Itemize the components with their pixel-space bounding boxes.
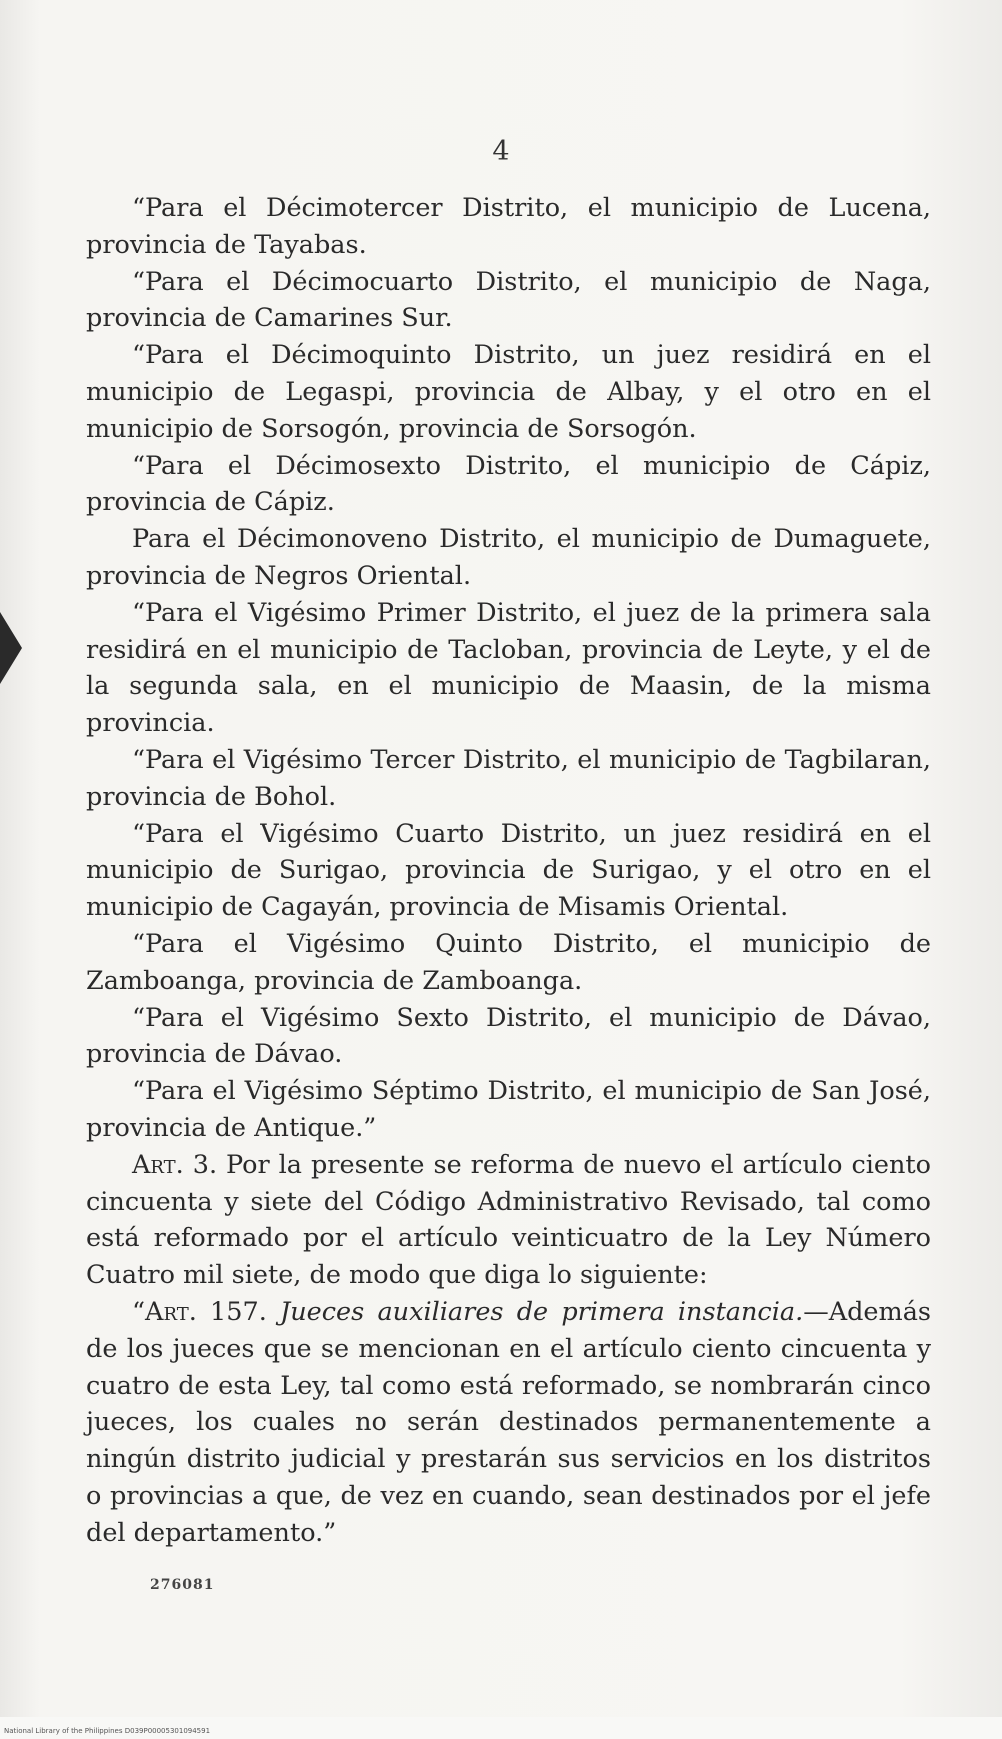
paragraph-district-13: “Para el Décimotercer Distrito, el municipio de Lucena, provincia de Tayabas. [86,193,931,260]
article-3-label: Art. 3. [132,1149,218,1180]
paragraph-district-27: “Para el Vigésimo Séptimo Distrito, el municipio de San José, provincia de Antique.” [86,1076,931,1143]
footer-credit: National Library of the Philippines D039P00005301094591 [4,1727,211,1735]
body-text [86,190,931,1551]
paragraph-district-19: Para el Décimonoveno Distrito, el municipio de Dumaguete, provincia de Negros Oriental. [86,524,931,591]
article-157-paragraph [86,1294,931,1552]
paragraph-district-24: “Para el Vigésimo Cuarto Distrito, un juez residirá en el municipio de Surigao, provincia de Surigao, y el otro en el municipio de Cagayán, provincia de Misamis Oriental. [86,818,931,923]
footer-strip [0,1717,1002,1739]
paragraph-district-21: “Para el Vigésimo Primer Distrito, el juez de la primera sala residirá en el municipio de Tacloban, provincia de Leyte, y el de la segunda sala, en el municipio de Maasin, de la misma provincia. [86,597,931,739]
binding-mark [0,612,22,684]
article-157-heading: Jueces auxiliares de primera instancia. [266,1296,804,1327]
article-157-text: —Además de los jueces que se mencionan en el artículo ciento cincuenta y cuatro de esta Ley, tal como está reformado, se nombrarán cinco jueces, los cuales no serán destinados permanentemente a ningún distrito judicial y prestarán sus servicios en los distritos o provincias a que, de vez en cuando, sean destinados por el jefe del departamento.” [86,1296,931,1548]
article-157-label: Art. 157. [145,1296,267,1327]
article-3-text: Por la presente se reforma de nuevo el artículo ciento cincuenta y siete del Código Administrativo Revisado, tal como está reformado por el artículo veinticuatro de la Ley Número Cuatro mil siete, de modo que diga lo siguiente: [86,1149,932,1291]
paragraph-district-26: “Para el Vigésimo Sexto Distrito, el municipio de Dávao, provincia de Dávao. [86,1002,931,1070]
article-3-paragraph [86,1147,931,1294]
page-number: 4 [492,136,510,167]
paragraph-district-23: “Para el Vigésimo Tercer Distrito, el municipio de Tagbilaran, provincia de Bohol. [86,744,931,812]
paragraph-district-15: “Para el Décimoquinto Distrito, un juez residirá en el municipio de Legaspi, provincia de Albay, y el otro en el municipio de Sorsogón, provincia de Sorsogón. [86,340,931,444]
print-code: 276081 [150,1577,215,1593]
paragraph-district-16: “Para el Décimosexto Distrito, el municipio de Cápiz, provincia de Cápiz. [86,450,931,518]
article-157-open-quote: “ [132,1296,146,1327]
paragraph-district-25: “Para el Vigésimo Quinto Distrito, el municipio de Zamboanga, provincia de Zamboanga. [86,928,931,996]
paragraph-district-14: “Para el Décimocuarto Distrito, el municipio de Naga, provincia de Camarines Sur. [86,266,931,334]
